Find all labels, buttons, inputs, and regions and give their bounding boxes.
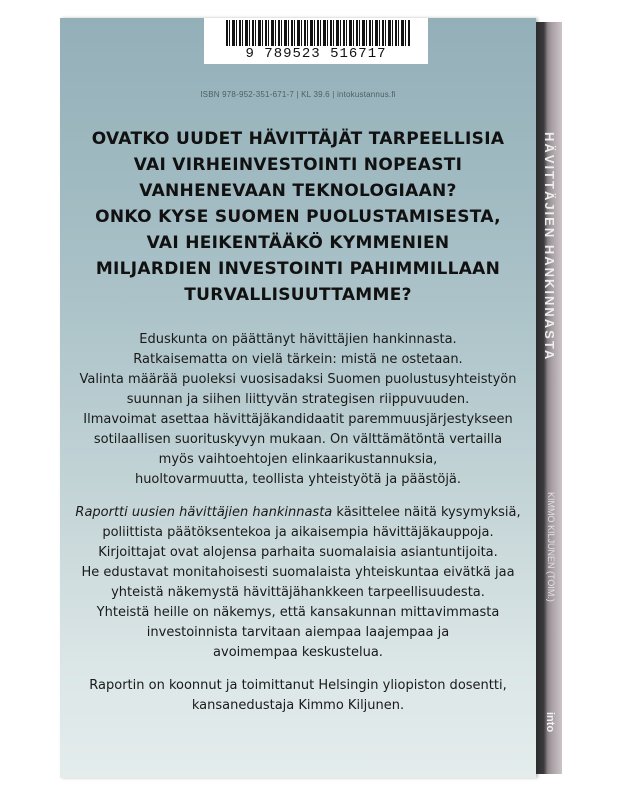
barcode-digits: 9 789523 516717 <box>245 46 387 62</box>
book-spine <box>536 22 562 774</box>
barcode-label <box>204 18 428 64</box>
text-line: kansanedustaja Kimmo Kiljunen. <box>191 698 405 713</box>
text-line: Ratkaisematta on vielä tärkein: mistä ne ostetaan. <box>133 352 463 367</box>
headline-line: MILJARDIEN INVESTOINTI PAHIMMILLAAN <box>95 259 501 279</box>
publisher-logo: into <box>544 712 556 733</box>
text-line: Raportin on koonnut ja toimittanut Helsingin yliopiston dosentti, <box>89 678 507 693</box>
text-line: avoimempaa keskustelua. <box>213 645 383 660</box>
text-line: sotilaallisen suorituskyvyn mukaan. On välttämätöntä vertailla <box>93 432 503 447</box>
headline-line: OVATKO UUDET HÄVITTÄJÄT TARPEELLISIA <box>91 129 505 149</box>
text-line: poliittista päätöksentekoa ja aikaisempia hävittäjäkauppoja. <box>102 525 494 540</box>
text-line: suunnan ja siihen liittyvän strategisen riippuvuuden. <box>126 392 470 407</box>
text-line: myös vaihtoehtojen elinkaarikustannuksia, <box>158 452 438 467</box>
spine-title: HÄVITTÄJIEN HANKINNASTA <box>542 132 557 362</box>
headline-line: VAI VIRHEINVESTOINTI NOPEASTI <box>133 155 463 175</box>
back-cover <box>60 18 536 778</box>
report-title-rest: käsittelee näitä kysymyksiä, <box>332 505 521 520</box>
text-line: Valinta määrää puoleksi vuosisadaksi Suomen puolustusyhteistyön <box>79 372 517 387</box>
paragraph-editor <box>74 676 522 716</box>
text-line: Kirjoittajat ovat alojensa parhaita suomalaisia asiantuntijoita. <box>98 545 498 560</box>
text-line: investoinnista tarvitaan aiempaa laajempaa ja <box>146 625 450 640</box>
report-title: Raportti uusien hävittäjien hankinnasta <box>75 505 333 520</box>
blurb <box>74 330 522 729</box>
text-line: huoltovarmuutta, teollista yhteistyötä ja päästöjä. <box>134 472 462 487</box>
isbn-imprint-line: ISBN 978-952-351-671-7 | KL 39.6 | intokustannus.fi <box>200 90 396 99</box>
barcode-icon <box>226 20 410 46</box>
text-line <box>74 503 522 523</box>
text-line: Ilmavoimat asettaa hävittäjäkandidaatit paremmuusjärjestykseen <box>83 412 513 427</box>
headline-line: VANHENEVAAN TEKNOLOGIAAN? <box>139 181 457 201</box>
headline-line: ONKO KYSE SUOMEN PUOLUSTAMISESTA, <box>95 207 501 227</box>
text-line: Yhteistä heille on näkemys, että kansakunnan mittavimmasta <box>96 605 500 620</box>
text-line: He edustavat monitahoisesti suomalaista yhteiskuntaa eivätkä jaa <box>81 565 515 580</box>
headline-line: TURVALLISUUTTAMME? <box>184 285 412 305</box>
text-line: Eduskunta on päättänyt hävittäjien hankinnasta. <box>139 332 457 347</box>
book <box>60 18 562 778</box>
text-line: yhteistä näkemystä hävittäjähankkeen tarpeellisuudesta. <box>111 585 485 600</box>
spine-subtitle: KIMMO KILJUNEN (TOIM.) <box>546 492 556 602</box>
paragraph-intro <box>74 330 522 490</box>
headline <box>60 126 536 308</box>
paragraph-report <box>74 503 522 663</box>
headline-line: VAI HEIKENTÄÄKÖ KYMMENIEN <box>146 233 450 253</box>
